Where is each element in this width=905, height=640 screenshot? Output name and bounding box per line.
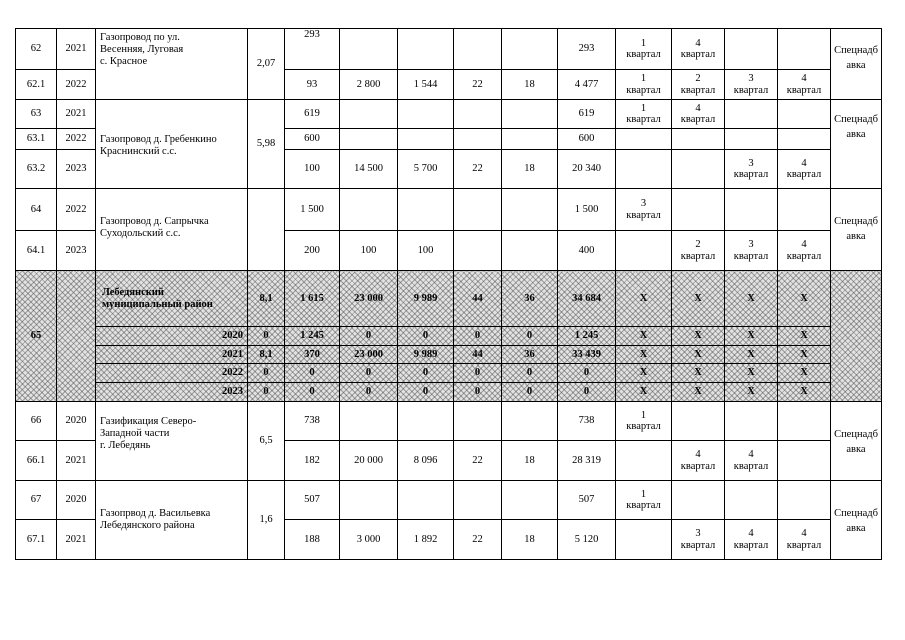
district-year: 2020: [96, 327, 248, 346]
object-name: Газопровод д. Гребенкино Краснинский с.с.: [96, 100, 248, 189]
quarter-cell: Х: [672, 271, 725, 327]
quarter-cell: 4 квартал: [778, 150, 831, 189]
total-cost: 28 319: [558, 441, 616, 481]
cost-cell: 100: [340, 231, 398, 271]
cost-cell: [340, 129, 398, 150]
quarter-cell: 4 квартал: [672, 100, 725, 129]
cost-cell: 0: [454, 364, 502, 383]
district-year: 2023: [96, 383, 248, 402]
cost-cell: 600: [285, 129, 340, 150]
object-name: Газопрвод д. Васильевка Лебедянского района: [96, 481, 248, 560]
cost-cell: [340, 481, 398, 520]
row-number: 62.1: [16, 70, 57, 100]
quarter-cell: Х: [672, 383, 725, 402]
quarter-cell: 4 квартал: [672, 441, 725, 481]
quarter-cell: [778, 189, 831, 231]
table-row: [16, 481, 882, 520]
quarter-cell: [725, 129, 778, 150]
cost-cell: 619: [285, 100, 340, 129]
cost-cell: 0: [502, 327, 558, 346]
row-year: 2023: [57, 150, 96, 189]
cost-cell: 200: [285, 231, 340, 271]
pipeline-length: 0: [248, 364, 285, 383]
total-cost: 5 120: [558, 520, 616, 560]
district-year: 2022: [96, 364, 248, 383]
quarter-cell: 1 квартал: [616, 70, 672, 100]
cost-cell: 2 800: [340, 70, 398, 100]
quarter-cell: 4 квартал: [778, 520, 831, 560]
quarter-cell: 1 квартал: [616, 29, 672, 70]
quarter-cell: Х: [616, 364, 672, 383]
quarter-cell: 4 квартал: [672, 29, 725, 70]
funding-source: Спецнадб авка: [831, 402, 882, 481]
row-number: 65: [16, 271, 57, 402]
cost-cell: [398, 189, 454, 231]
cost-cell: 18: [502, 520, 558, 560]
cost-cell: [502, 402, 558, 441]
quarter-cell: 4 квартал: [725, 441, 778, 481]
cost-cell: [398, 100, 454, 129]
quarter-cell: Х: [725, 364, 778, 383]
cost-cell: 36: [502, 271, 558, 327]
row-number: 64.1: [16, 231, 57, 271]
funding-source: [831, 271, 882, 402]
row-number: 62: [16, 29, 57, 70]
cost-cell: 100: [285, 150, 340, 189]
quarter-cell: [725, 29, 778, 70]
quarter-cell: 3 квартал: [672, 520, 725, 560]
cost-cell: [340, 29, 398, 70]
total-cost: 34 684: [558, 271, 616, 327]
quarter-cell: Х: [616, 346, 672, 364]
quarter-cell: 1 квартал: [616, 100, 672, 129]
cost-cell: [398, 481, 454, 520]
row-number: 63.1: [16, 129, 57, 150]
cost-cell: 1 615: [285, 271, 340, 327]
quarter-cell: [672, 189, 725, 231]
district-summary-row: [16, 271, 882, 327]
cost-cell: [398, 129, 454, 150]
row-year: 2023: [57, 231, 96, 271]
funding-source: Спецнадб авка: [831, 100, 882, 189]
cost-cell: 0: [398, 383, 454, 402]
pipeline-length: 8,1: [248, 271, 285, 327]
total-cost: 1 245: [558, 327, 616, 346]
table-row: [16, 402, 882, 441]
quarter-cell: Х: [778, 346, 831, 364]
quarter-cell: Х: [778, 271, 831, 327]
row-year: 2020: [57, 481, 96, 520]
row-year: 2022: [57, 70, 96, 100]
cost-cell: [398, 402, 454, 441]
row-year: 2021: [57, 29, 96, 70]
table-row: [16, 100, 882, 129]
quarter-cell: 3 квартал: [616, 189, 672, 231]
quarter-cell: [778, 441, 831, 481]
quarter-cell: [778, 129, 831, 150]
pipeline-length: 8,1: [248, 346, 285, 364]
total-cost: 400: [558, 231, 616, 271]
quarter-cell: 4 квартал: [778, 231, 831, 271]
quarter-cell: 3 квартал: [725, 150, 778, 189]
cost-cell: [502, 189, 558, 231]
cost-cell: 5 700: [398, 150, 454, 189]
quarter-cell: [778, 402, 831, 441]
cost-cell: 738: [285, 402, 340, 441]
cost-cell: [454, 481, 502, 520]
cost-cell: [502, 29, 558, 70]
quarter-cell: [672, 129, 725, 150]
quarter-cell: Х: [778, 364, 831, 383]
cost-cell: 1 500: [285, 189, 340, 231]
pipeline-length: 1,6: [248, 481, 285, 560]
total-cost: 1 500: [558, 189, 616, 231]
cost-cell: 0: [285, 383, 340, 402]
cost-cell: 3 000: [340, 520, 398, 560]
pipeline-length: 6,5: [248, 402, 285, 481]
quarter-cell: Х: [672, 327, 725, 346]
row-year: 2021: [57, 441, 96, 481]
cost-cell: 1 892: [398, 520, 454, 560]
district-year-row: [16, 383, 882, 402]
cost-cell: 22: [454, 441, 502, 481]
cost-cell: 507: [285, 481, 340, 520]
row-year: [57, 271, 96, 402]
quarter-cell: [672, 481, 725, 520]
quarter-cell: [778, 481, 831, 520]
cost-cell: 1 245: [285, 327, 340, 346]
cost-cell: 0: [398, 327, 454, 346]
quarter-cell: Х: [672, 346, 725, 364]
quarter-cell: [616, 520, 672, 560]
total-cost: 4 477: [558, 70, 616, 100]
cost-cell: 22: [454, 70, 502, 100]
row-number: 66: [16, 402, 57, 441]
cost-cell: 18: [502, 70, 558, 100]
quarter-cell: [778, 29, 831, 70]
quarter-cell: [616, 231, 672, 271]
quarter-cell: Х: [778, 383, 831, 402]
pipeline-length: 5,98: [248, 100, 285, 189]
object-name: Газопровод по ул. Весенняя, Луговая с. Красное: [96, 29, 248, 100]
cost-cell: 182: [285, 441, 340, 481]
quarter-cell: [616, 441, 672, 481]
quarter-cell: [725, 100, 778, 129]
quarter-cell: Х: [672, 364, 725, 383]
cost-cell: 22: [454, 520, 502, 560]
row-number: 63: [16, 100, 57, 129]
row-year: 2022: [57, 189, 96, 231]
funding-source: Спецнадб авка: [831, 29, 882, 100]
cost-cell: 0: [502, 364, 558, 383]
cost-cell: 23 000: [340, 346, 398, 364]
cost-cell: [502, 231, 558, 271]
total-cost: 738: [558, 402, 616, 441]
quarter-cell: 4 квартал: [778, 70, 831, 100]
cost-cell: 9 989: [398, 346, 454, 364]
total-cost: 619: [558, 100, 616, 129]
cost-cell: 36: [502, 346, 558, 364]
object-name: Газификация Северо- Западной части г. Лебедянь: [96, 402, 248, 481]
funding-source: Спецнадб авка: [831, 481, 882, 560]
row-number: 63.2: [16, 150, 57, 189]
row-year: 2021: [57, 100, 96, 129]
quarter-cell: [616, 150, 672, 189]
quarter-cell: Х: [778, 327, 831, 346]
quarter-cell: [672, 150, 725, 189]
cost-cell: 0: [502, 383, 558, 402]
cost-cell: [502, 481, 558, 520]
total-cost: 0: [558, 364, 616, 383]
quarter-cell: 4 квартал: [725, 520, 778, 560]
quarter-cell: Х: [725, 383, 778, 402]
cost-cell: [340, 189, 398, 231]
district-name: Лебедянский муниципальный район: [96, 271, 248, 327]
pipeline-length: 2,07: [248, 29, 285, 100]
table-row: [16, 29, 882, 70]
cost-cell: [454, 129, 502, 150]
cost-cell: 22: [454, 150, 502, 189]
cost-cell: 100: [398, 231, 454, 271]
total-cost: 33 439: [558, 346, 616, 364]
pipeline-length: 0: [248, 327, 285, 346]
cost-cell: 188: [285, 520, 340, 560]
quarter-cell: Х: [725, 271, 778, 327]
cost-cell: 93: [285, 70, 340, 100]
object-name: Газопровод д. Сапрычка Суходольский с.с.: [96, 189, 248, 271]
cost-cell: 18: [502, 150, 558, 189]
cost-cell: 18: [502, 441, 558, 481]
cost-cell: 0: [454, 327, 502, 346]
quarter-cell: Х: [725, 327, 778, 346]
quarter-cell: Х: [725, 346, 778, 364]
cost-cell: 20 000: [340, 441, 398, 481]
cost-cell: [454, 189, 502, 231]
pipeline-length: 0: [248, 383, 285, 402]
cost-cell: 23 000: [340, 271, 398, 327]
cost-cell: 44: [454, 346, 502, 364]
quarter-cell: 2 квартал: [672, 231, 725, 271]
quarter-cell: [725, 189, 778, 231]
cost-cell: 14 500: [340, 150, 398, 189]
cost-cell: [340, 402, 398, 441]
quarter-cell: Х: [616, 327, 672, 346]
quarter-cell: [616, 129, 672, 150]
cost-cell: [454, 100, 502, 129]
quarter-cell: Х: [616, 383, 672, 402]
total-cost: 0: [558, 383, 616, 402]
funding-source: Спецнадб авка: [831, 189, 882, 271]
district-year-row: [16, 327, 882, 346]
total-cost: 293: [558, 29, 616, 70]
quarter-cell: Х: [616, 271, 672, 327]
row-year: 2020: [57, 402, 96, 441]
quarter-cell: 3 квартал: [725, 231, 778, 271]
cost-cell: [454, 29, 502, 70]
row-number: 64: [16, 189, 57, 231]
total-cost: 600: [558, 129, 616, 150]
cost-cell: 370: [285, 346, 340, 364]
row-year: 2021: [57, 520, 96, 560]
cost-cell: 0: [340, 364, 398, 383]
cost-cell: 1 544: [398, 70, 454, 100]
quarter-cell: 3 квартал: [725, 70, 778, 100]
quarter-cell: [778, 100, 831, 129]
cost-cell: 8 096: [398, 441, 454, 481]
quarter-cell: 2 квартал: [672, 70, 725, 100]
cost-cell: [502, 129, 558, 150]
cost-cell: [502, 100, 558, 129]
cost-cell: 9 989: [398, 271, 454, 327]
table-row: [16, 189, 882, 231]
cost-cell: 0: [340, 383, 398, 402]
cost-cell: [454, 402, 502, 441]
row-number: 66.1: [16, 441, 57, 481]
cost-cell: 0: [285, 364, 340, 383]
quarter-cell: [725, 481, 778, 520]
quarter-cell: [725, 402, 778, 441]
cost-cell: [340, 100, 398, 129]
pipeline-length: [248, 189, 285, 271]
district-year-row: [16, 364, 882, 383]
total-cost: 507: [558, 481, 616, 520]
district-year: 2021: [96, 346, 248, 364]
total-cost: 20 340: [558, 150, 616, 189]
row-year: 2022: [57, 129, 96, 150]
cost-cell: 0: [454, 383, 502, 402]
cost-cell: 0: [340, 327, 398, 346]
cost-cell: 44: [454, 271, 502, 327]
cost-cell: [398, 29, 454, 70]
cost-cell: 293: [285, 29, 340, 70]
cost-cell: [454, 231, 502, 271]
row-number: 67.1: [16, 520, 57, 560]
row-number: 67: [16, 481, 57, 520]
district-year-row: [16, 346, 882, 364]
cost-cell: 0: [398, 364, 454, 383]
construction-schedule-table: [15, 28, 882, 560]
quarter-cell: 1 квартал: [616, 481, 672, 520]
quarter-cell: [672, 402, 725, 441]
quarter-cell: 1 квартал: [616, 402, 672, 441]
